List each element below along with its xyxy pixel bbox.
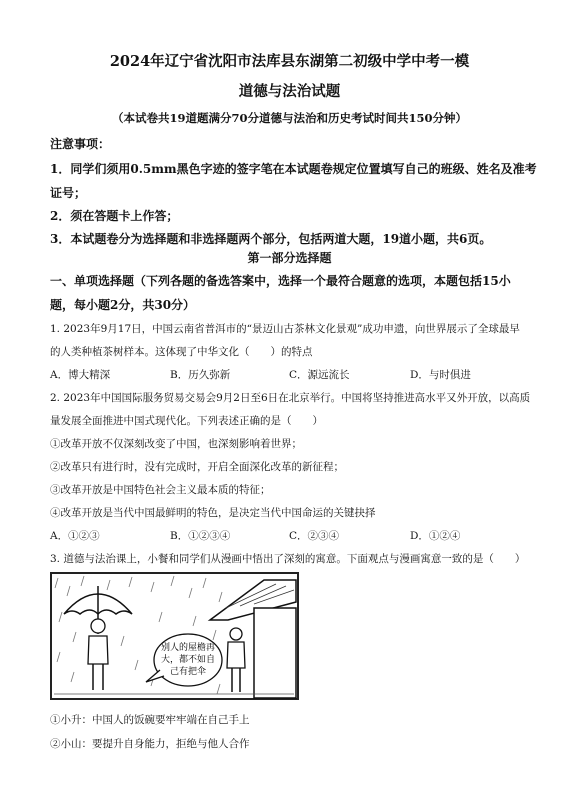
notice-item-2: 2．须在答题卡上作答； [50,209,179,223]
question-3-line-1: 3. 道德与法治课上，小餐和同学们从漫画中悟出了深刻的寓意。下面观点与漫画寓意一致的是（ ） [50,553,526,565]
question-1-line-2: 的人类种植茶树样本。这体现了中华文化（ ）的特点 [50,346,313,358]
question-2-line-1: 2. 2023年中国国际服务贸易交易会9月2日至6日在北京举行。中国将坚持推进高水平又外开放，以高质 [50,392,531,404]
question-3-statement-2: ②小山：要提升自身能力，拒绝与他人合作 [50,738,250,750]
section-heading-line-2: 题，每小题2分，共30分） [50,298,196,312]
question-1-line-1: 1. 2023年9月17日，中国云南省普洱市的“景迈山古茶林文化景观”成功申遗，向世界展示了全球最早 [50,323,520,335]
question-2-option-d: D．①②④ [410,530,461,542]
question-2-statement-2: ②改革只有进行时，没有完成时，开启全面深化改革的新征程； [50,461,344,473]
exam-subtitle: （本试卷共19道题满分70分道德与法治和历史考试时间共150分钟） [111,111,467,125]
question-1-option-b: B．历久弥新 [170,369,231,381]
question-1-option-d: D．与时俱进 [410,369,471,381]
second-man-head [230,628,242,640]
question-2-statement-3: ③改革开放是中国特色社会主义最本质的特征； [50,484,271,496]
question-2-line-2: 量发展全面推进中国式现代化。下列表述正确的是（ ） [50,415,323,427]
house-wall [254,608,296,698]
exam-title: 2024年辽宁省沈阳市法库县东湖第二初级中学中考一模 [109,53,470,70]
notice-item-1-line-2: 证号； [50,186,87,200]
question-1-option-c: C．源远流长 [289,369,350,381]
bubble-text-line-2: 大，都不如自 [160,655,216,665]
bubble-text-line-3: 己有把伞 [169,667,207,677]
notice-item-3: 3．本试题卷分为选择题和非选择题两个部分，包括两道大题，19道小题，共6页。 [50,232,492,246]
second-man-body [227,642,245,668]
bubble-text-line-1: 别人的屋檐再 [160,643,216,653]
notice-item-1-line-1: 1．同学们须用0.5mm黑色字迹的签字笔在本试题卷规定位置填写自己的班级、姓名及准考 [50,162,537,176]
subject-title: 道德与法治试题 [238,83,341,100]
notice-heading: 注意事项： [50,137,111,151]
question-2-option-c: C．②③④ [289,530,340,542]
question-1-option-a: A．博大精深 [50,369,111,381]
section-heading-line-1: 一、单项选择题（下列各题的备选答案中，选择一个最符合题意的选项，本题包括15小 [50,274,511,288]
question-2-option-a: A．①②③ [50,530,100,542]
man-head [91,619,105,633]
question-2-option-b: B．①②③④ [170,530,231,542]
question-2-statement-1: ①改革开放不仅深刻改变了中国，也深刻影响着世界； [50,438,302,450]
question-2-statement-4: ④改革开放是当代中国最鲜明的特色，是决定当代中国命运的关键抉择 [50,507,376,519]
question-3-statement-1: ①小升：中国人的饭碗要牢牢端在自己手上 [50,714,250,726]
part-one-title: 第一部分选择题 [247,251,332,265]
man-body [88,636,108,664]
comic-illustration [50,572,299,700]
